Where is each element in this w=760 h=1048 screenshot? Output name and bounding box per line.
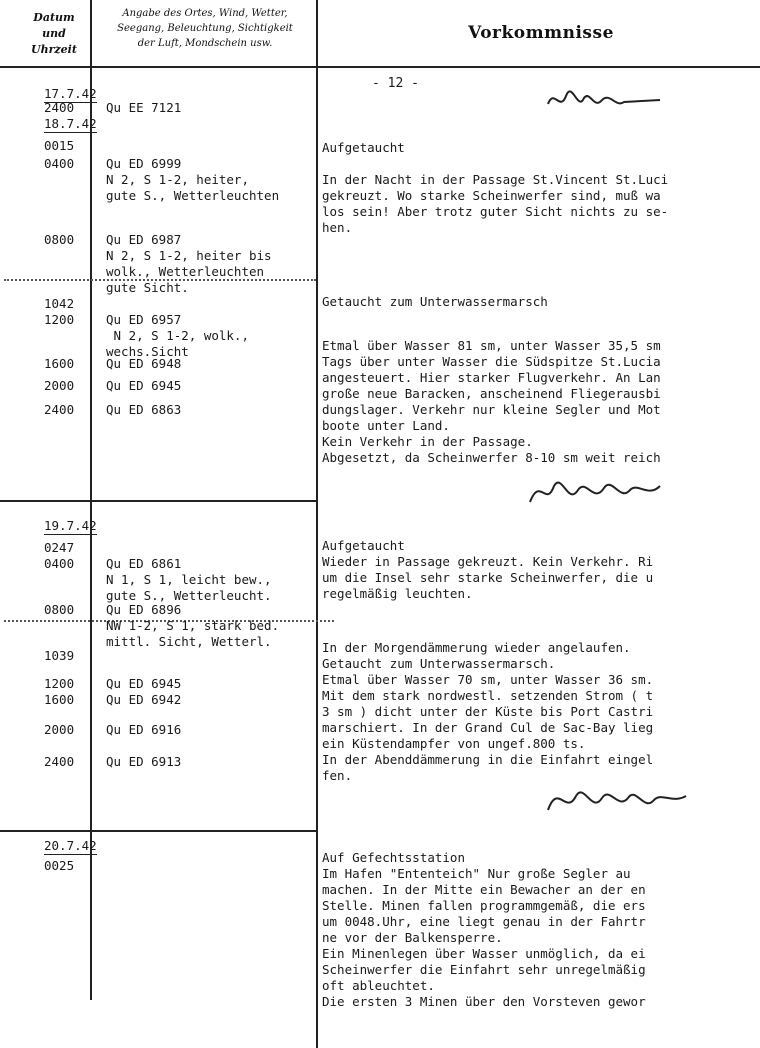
entry-event-line: um die Insel sehr starke Scheinwerfer, die u	[322, 570, 654, 585]
entry-event-line: Getaucht zum Unterwassermarsch	[322, 294, 548, 309]
entry-event-line: Wieder in Passage gekreuzt. Kein Verkehr. Ri	[322, 554, 654, 569]
entry-location-line: Qu ED 6945	[106, 676, 182, 691]
entry-time: 1200	[44, 312, 75, 327]
entry-location-line: N 2, S 1-2, heiter bis	[106, 248, 272, 263]
entry-location-line: N 1, S 1, leicht bew.,	[106, 572, 272, 587]
entry-event-line: fen.	[322, 768, 353, 783]
entry-event-line: Abgesetzt, da Scheinwerfer 8-10 sm weit reich	[322, 450, 661, 465]
entry-event-line: Etmal über Wasser 70 sm, unter Wasser 36 sm.	[322, 672, 654, 687]
day-separator	[0, 830, 316, 832]
entry-time: 2000	[44, 378, 75, 393]
entry-location-line: Qu ED 6861	[106, 556, 182, 571]
entry-time: 0015	[44, 138, 75, 153]
entry-event-line: In der Nacht in der Passage St.Vincent St.Luci	[322, 172, 669, 187]
entry-event-line: um 0048.Uhr, eine liegt genau in der Fahrtr	[322, 914, 646, 929]
header-date-line: Uhrzeit	[31, 43, 77, 56]
header-date-line: Datum	[33, 11, 75, 24]
day-separator	[0, 500, 316, 502]
date-heading: 18.7.42	[44, 116, 97, 131]
entry-time: 2400	[44, 754, 75, 769]
entry-event-line: ein Küstendampfer von ungef.800 ts.	[322, 736, 586, 751]
entry-event-line: Im Hafen "Ententeich" Nur große Segler au	[322, 866, 631, 881]
entry-location-line: N 2, S 1-2, heiter,	[106, 172, 249, 187]
entry-event-line: marschiert. In der Grand Cul de Sac-Bay lieg	[322, 720, 654, 735]
entry-time: 1200	[44, 676, 75, 691]
entry-event-line: los sein! Aber trotz guter Sicht nichts zu se-	[322, 204, 669, 219]
entry-time: 0800	[44, 232, 75, 247]
entry-time: 2400	[44, 402, 75, 417]
entry-time: 2000	[44, 722, 75, 737]
entry-time: 0247	[44, 540, 75, 555]
entry-location-line: gute S., Wetterleucht.	[106, 588, 272, 603]
entry-event-line: boote unter Land.	[322, 418, 450, 433]
entry-time: 0400	[44, 556, 75, 571]
entry-location-line: mittl. Sicht, Wetterl.	[106, 634, 272, 649]
entry-event-line: hen.	[322, 220, 353, 235]
signature	[540, 82, 680, 122]
date-heading: 20.7.42	[44, 838, 97, 853]
entry-event-line: In der Abenddämmerung in die Einfahrt eingel	[322, 752, 654, 767]
signature	[540, 776, 700, 824]
entry-event-line: große neue Baracken, anscheinend Fliegerausbi	[322, 386, 661, 401]
date-heading: 17.7.42	[44, 86, 97, 101]
entry-event-line: Etmal über Wasser 81 sm, unter Wasser 35,5 sm	[322, 338, 661, 353]
entry-location-line: Qu ED 6945	[106, 378, 182, 393]
entry-event-line: Aufgetaucht	[322, 538, 405, 553]
entry-event-line: oft ableuchtet.	[322, 978, 435, 993]
entry-location-line: Qu ED 6957	[106, 312, 182, 327]
entry-time: 1600	[44, 356, 75, 371]
header-rule	[0, 66, 760, 68]
header-date-line: und	[42, 27, 66, 40]
entry-time: 0025	[44, 858, 75, 873]
entry-time: 1042	[44, 296, 75, 311]
entry-event-line: angesteuert. Hier starker Flugverkehr. An Lan	[322, 370, 661, 385]
entry-event-line: Getaucht zum Unterwassermarsch.	[322, 656, 556, 671]
header-location-line: Angabe des Ortes, Wind, Wetter,	[122, 8, 288, 19]
entry-event-line: machen. In der Mitte ein Bewacher an der en	[322, 882, 646, 897]
entry-event-line: regelmäßig leuchten.	[322, 586, 473, 601]
entry-location-line: Qu ED 6916	[106, 722, 182, 737]
entry-event-line: Tags über unter Wasser die Südspitze St.Lucia	[322, 354, 661, 369]
entry-location-line: Qu ED 6863	[106, 402, 182, 417]
column-rule-location	[316, 0, 318, 1048]
entry-event-line: Mit dem stark nordwestl. setzenden Strom ( t	[322, 688, 654, 703]
signature	[520, 468, 680, 516]
entry-location-line: gute Sicht.	[106, 280, 189, 295]
entry-location-line: wolk., Wetterleuchten	[106, 264, 265, 279]
entry-event-line: In der Morgendämmerung wieder angelaufen.	[322, 640, 631, 655]
entry-event-line: gekreuzt. Wo starke Scheinwerfer sind, muß wa	[322, 188, 661, 203]
entry-event-line: 3 sm ) dicht unter der Küste bis Port Castri	[322, 704, 654, 719]
entry-location-line: N 2, S 1-2, wolk.,	[106, 328, 249, 343]
header-location-line: der Luft, Mondschein usw.	[137, 38, 273, 49]
entry-event-line: Ein Minenlegen über Wasser unmöglich, da ei	[322, 946, 646, 961]
entry-time: 1039	[44, 648, 75, 663]
entry-time: 0800	[44, 602, 75, 617]
entry-location-line: Qu ED 6987	[106, 232, 182, 247]
entry-location-line: Qu ED 6896	[106, 602, 182, 617]
entry-time: 0400	[44, 156, 75, 171]
date-heading: 19.7.42	[44, 518, 97, 533]
entry-event-line: Stelle. Minen fallen programmgemäß, die ers	[322, 898, 646, 913]
header-events-column: Vorkommnisse	[468, 23, 614, 43]
entry-location-line: NW 1-2, S 1, stark bed.	[106, 618, 280, 633]
entry-time: 2400	[44, 100, 75, 115]
entry-event-line: Kein Verkehr in der Passage.	[322, 434, 533, 449]
header-location-line: Seegang, Beleuchtung, Sichtigkeit	[117, 23, 293, 34]
entry-time: 1600	[44, 692, 75, 707]
entry-location-line: Qu EE 7121	[106, 100, 182, 115]
entry-event-line: dungslager. Verkehr nur kleine Segler und Mot	[322, 402, 661, 417]
entry-location-line: Qu ED 6999	[106, 156, 182, 171]
entry-location-line: Qu ED 6942	[106, 692, 182, 707]
entry-location-line: Qu ED 6948	[106, 356, 182, 371]
entry-location-line: Qu ED 6913	[106, 754, 182, 769]
entry-event-line: Aufgetaucht	[322, 140, 405, 155]
entry-location-line: wechs.Sicht	[106, 344, 189, 359]
entry-event-line: Scheinwerfer die Einfahrt sehr unregelmäßig	[322, 962, 646, 977]
page-number: - 12 -	[372, 76, 419, 91]
entry-event-line: Die ersten 3 Minen über den Vorsteven gewor	[322, 994, 646, 1009]
header-location-column	[96, 6, 314, 72]
entry-event-line: ne vor der Balkensperre.	[322, 930, 503, 945]
entry-event-line: Auf Gefechtsstation	[322, 850, 465, 865]
entry-location-line: gute S., Wetterleuchten	[106, 188, 280, 203]
